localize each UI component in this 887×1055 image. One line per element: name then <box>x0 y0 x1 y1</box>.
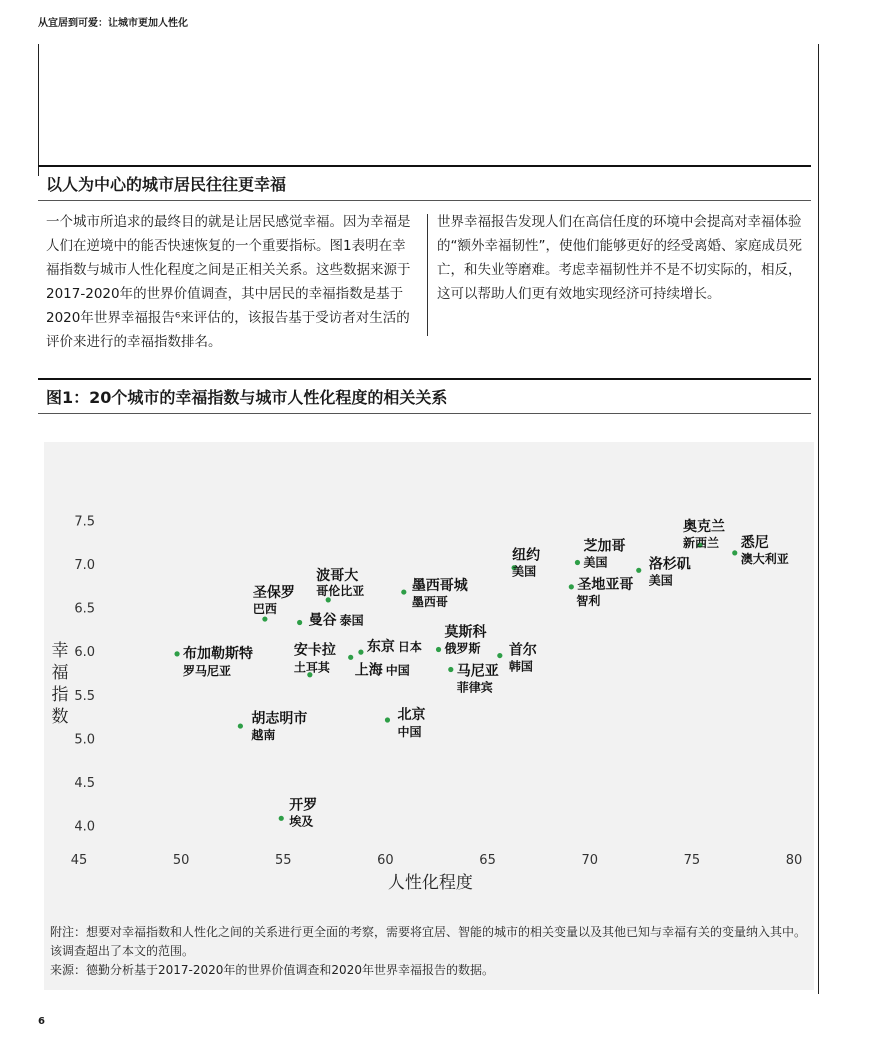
city-label: 曼谷 <box>308 612 337 629</box>
country-label: 新西兰 <box>683 536 720 551</box>
figure-title: 图1：20个城市的幸福指数与城市人性化程度的相关关系 <box>46 388 448 407</box>
y-tick-label: 4.5 <box>74 775 95 791</box>
country-label: 巴西 <box>252 602 277 617</box>
vertical-rule-right <box>818 44 819 994</box>
y-axis-title-char: 指 <box>51 685 69 705</box>
running-head: 从宜居到可爱：让城市更加人性化 <box>38 18 188 29</box>
country-label: 韩国 <box>508 659 533 674</box>
data-point <box>262 616 267 621</box>
country-label: 澳大利亚 <box>740 551 789 566</box>
page-number: 6 <box>38 1016 45 1027</box>
country-label: 哥伦比亚 <box>316 583 365 598</box>
country-label: 埃及 <box>289 814 314 829</box>
x-tick-label: 65 <box>479 853 496 868</box>
data-point <box>174 651 179 656</box>
scatter-chart <box>44 442 814 990</box>
city-label: 悉尼 <box>740 534 769 551</box>
country-label: 美国 <box>648 573 673 588</box>
country-label: 美国 <box>583 555 608 570</box>
city-label: 纽约 <box>512 547 541 564</box>
city-label: 莫斯科 <box>444 624 487 641</box>
country-label: 中国 <box>397 724 422 739</box>
data-point <box>279 816 284 821</box>
y-tick-label: 6.0 <box>74 645 95 661</box>
city-label: 芝加哥 <box>583 538 626 555</box>
city-label: 奥克兰 <box>683 519 726 536</box>
country-label: 墨西哥 <box>411 595 448 610</box>
body-paragraph-right: 世界幸福报告发现人们在高信任度的环境中会提高对幸福体验的“额外幸福韧性”，使他们能够更好的经受离婚、家庭成员死亡，和失业等磨难。考虑幸福韧性并不是不切实际的，相反，这可以帮助人们更有效地实现经济可持续增长。 <box>437 214 802 302</box>
chart-notes <box>50 923 810 980</box>
section-rule-bottom <box>38 200 811 201</box>
country-label: 美国 <box>512 564 537 579</box>
y-axis-title-char: 幸 <box>51 641 69 661</box>
data-point <box>575 560 580 565</box>
x-tick-label: 50 <box>172 853 190 868</box>
city-label: 东京 <box>366 639 395 656</box>
data-point <box>348 655 353 660</box>
city-label: 布加勒斯特 <box>183 645 254 662</box>
country-label: 日本 <box>397 640 422 655</box>
data-point <box>436 647 441 652</box>
y-axis-title-char: 福 <box>51 663 69 683</box>
x-tick-label: 70 <box>581 853 598 868</box>
country-label: 土耳其 <box>293 660 330 675</box>
data-point <box>238 723 243 728</box>
data-point <box>385 717 390 722</box>
city-label: 圣保罗 <box>252 585 295 602</box>
y-tick-label: 5.0 <box>74 732 95 748</box>
data-point <box>732 550 737 555</box>
y-tick-label: 5.5 <box>74 688 95 704</box>
y-tick-label: 4.0 <box>74 819 95 835</box>
figure-rule-top <box>38 378 811 380</box>
y-axis-title-char: 数 <box>51 707 69 727</box>
data-point <box>448 667 453 672</box>
y-tick-label: 7.0 <box>74 558 95 574</box>
country-label: 中国 <box>385 663 410 678</box>
country-label: 俄罗斯 <box>444 641 481 656</box>
data-point <box>326 597 331 602</box>
section-rule-top <box>38 165 811 167</box>
figure-rule-bottom <box>38 413 811 414</box>
country-label: 越南 <box>251 728 276 743</box>
data-point <box>636 568 641 573</box>
country-label: 智利 <box>576 593 601 608</box>
data-point <box>497 653 502 658</box>
column-divider <box>427 214 428 336</box>
city-label: 安卡拉 <box>293 642 336 659</box>
vertical-rule-left <box>38 44 39 176</box>
x-tick-label: 45 <box>70 853 88 868</box>
data-point <box>297 620 302 625</box>
x-tick-label: 75 <box>683 853 701 868</box>
x-tick-label: 55 <box>275 853 292 868</box>
city-label: 波哥大 <box>316 567 359 584</box>
x-tick-label: 60 <box>377 853 394 868</box>
country-label: 罗马尼亚 <box>183 663 232 678</box>
section-title: 以人为中心的城市居民往往更幸福 <box>46 175 287 194</box>
body-paragraph-left: 一个城市所追求的最终目的就是让居民感觉幸福。因为幸福是人们在逆境中的能否快速恢复的一个重要指标。图1表明在幸福指数与城市人性化程度之间是正相关关系。这些数据来源于2017-2020年的世界价值调查，其中居民的幸福指数是基于2020年世界幸福报告⁶来评估的，该报告基于受访者对生活的评价来进行的幸福指数排名。 <box>46 214 411 350</box>
note-text: 附注：想要对幸福指数和人性化之间的关系进行更全面的考察，需要将宜居、智能的城市的相关变量以及其他已知与幸福有关的变量纳入其中。该调查超出了本文的范围。 <box>50 925 807 958</box>
data-point <box>401 589 406 594</box>
country-label: 菲律宾 <box>456 680 493 695</box>
city-label: 胡志明市 <box>251 711 308 728</box>
city-label: 北京 <box>397 706 426 723</box>
y-tick-label: 6.5 <box>74 601 95 617</box>
city-label: 墨西哥城 <box>411 578 468 595</box>
x-axis-title: 人性化程度 <box>387 873 473 893</box>
chart-panel <box>44 442 814 990</box>
city-label: 马尼亚 <box>456 663 499 680</box>
city-label: 首尔 <box>508 642 537 659</box>
country-label: 泰国 <box>339 613 364 628</box>
city-label: 圣地亚哥 <box>577 576 634 593</box>
data-point <box>358 650 363 655</box>
source-text: 来源：德勤分析基于2017-2020年的世界价值调查和2020年世界幸福报告的数据。 <box>50 963 494 977</box>
y-tick-label: 7.5 <box>74 514 95 530</box>
city-label: 洛杉矶 <box>648 556 691 573</box>
data-point <box>569 584 574 589</box>
x-tick-label: 80 <box>785 853 803 868</box>
city-label: 上海 <box>354 662 383 679</box>
city-label: 开罗 <box>289 797 318 814</box>
